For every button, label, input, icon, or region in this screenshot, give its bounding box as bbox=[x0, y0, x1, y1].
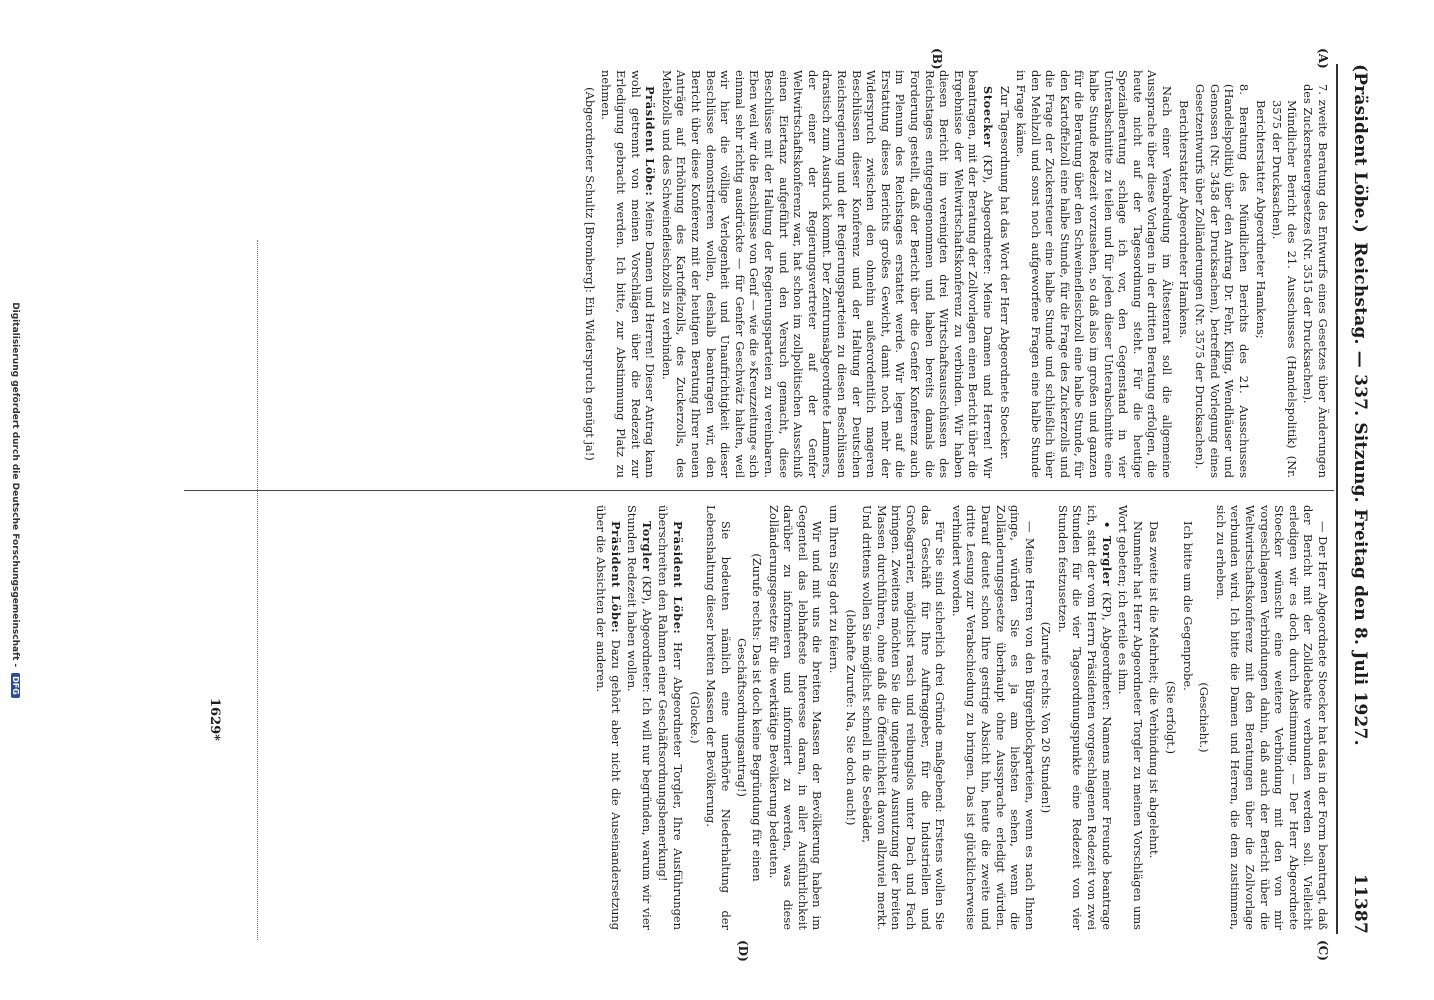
paragraph: Sie bedeuten nämlich eine unerhörte Niederhaltung der Lebenshaltung dieser breiten Massen der Bevölkerung. bbox=[704, 505, 733, 930]
speech-text: (KP), Abgeordneter: Ich will nur begründen, warum wir vier Stunden Redezeit haben wollen. bbox=[625, 505, 654, 931]
column-divider bbox=[184, 490, 1334, 491]
margin-marker-d: (D) bbox=[736, 940, 750, 962]
digitization-note bbox=[10, 0, 20, 1000]
speech-text: Meine Damen und Herren! Dieser Antrag kann wohl getrennt von meinen Vorschlägen über die Redezeit zur Erledigung gebracht werden. Ich bitte, zur Abstimmung Platz zu nehmen. bbox=[599, 70, 658, 478]
page-number: 11387 bbox=[1350, 873, 1370, 934]
speech-text: Herr Abgeordneter Torgler, Ihre Ausführungen überschreiten den Rahmen einer Geschäftsordnungsbemerkung! bbox=[656, 505, 686, 931]
agenda-item-7-rapporteur: Berichterstatter Abgeordneter Hamkens; bbox=[1253, 100, 1268, 339]
margin-marker-c: (C) bbox=[1316, 940, 1330, 961]
speaker-name: Präsident Löbe: bbox=[608, 521, 623, 634]
header-speaker: (Präsident Löbe.) bbox=[1350, 64, 1370, 234]
left-column bbox=[580, 70, 1330, 478]
speech-paragraph bbox=[656, 505, 685, 930]
speech-paragraph bbox=[1055, 505, 1113, 930]
agenda-item-7: 7. zweite Beratung des Entwurfs eines Gesetzes über Änderungen des Zuckersteuergesetzes (Nr. 3515 der Drucksachen). bbox=[1301, 84, 1330, 478]
digitization-text: Digitalisierung gefördert durch die Deutsche Forschungsgemeinschaft - bbox=[10, 302, 20, 668]
paragraph: — Der Herr Abgeordnete Stoecker hat das in der Form beantragt, daß der Bericht mit der Zolldebatte verbunden werden soll. Vielleicht erledigen wir es doch durch Abstimmung. — Der Herr Abgeordnete Stoecker wünscht eine weitere Verbindung mit den von mir vorgeschlagenen Verbindungen dahin, daß auch der Bericht über die Weltwirtschaftskonferenz mit den Beratungen über die Zollvorlage verbunden wird. Ich bitte die Damen und Herren, die dem zustimmen, sich zu erheben. bbox=[1213, 505, 1330, 930]
agenda-item-7-report: Mündlicher Bericht des 21. Ausschusses (Handelspolitik) (Nr. 3575 der Drucksachen). bbox=[1270, 100, 1299, 478]
speech-text: (KP), Abgeordneter: Namens meiner Freunde beantrage ich, statt der vom Herrn Präsidenten vorgeschlagenen Redezeit von zwei Stunden für die vier Tagesordnungspunkte eine Redezeit von vier Stunden festzusetzen. bbox=[1055, 505, 1114, 931]
paragraph: um Ihren Sieg dort zu feiern. bbox=[827, 505, 841, 674]
interjection: (lebhafte Zurufe: Na, Sie doch auch!) bbox=[843, 609, 858, 826]
paragraph: Ich bitte um die Gegenprobe. bbox=[1180, 521, 1195, 691]
margin-marker-b: (B) bbox=[930, 48, 944, 70]
agenda-item-8-rapporteur: Berichterstatter Abgeordneter Hamkens. bbox=[1176, 100, 1191, 339]
speech-text: Dazu gehört aber nicht die Auseinandersetzung über die Absichten der anderen. bbox=[594, 505, 623, 930]
speaker-name: • Torgler bbox=[1099, 521, 1114, 587]
speaker-name: Stoecker bbox=[980, 86, 995, 148]
interjection: (Glocke.) bbox=[687, 691, 702, 744]
margin-marker-a: (A) bbox=[1316, 48, 1330, 69]
paragraph: — Meine Herren von den Bürgerblockparteien, wenn es nach Ihnen ginge, würden Sie es ja am liebsten sehen, wenn die Zolländerungsgesetze überhaupt ohne Aussprache erledigt würden. Darauf deutet schon Ihre gestrige Absicht hin, heute die zweite und dritte Lesung zur Verabschiedung zu bringen. Das ist glücklicherweise verhindert worden. bbox=[949, 505, 1037, 930]
dfg-logo: DFG bbox=[11, 673, 20, 698]
speech-paragraph bbox=[599, 70, 657, 478]
paragraph: Zur Tagesordnung hat das Wort der Herr Abgeordnete Stoecker. bbox=[997, 86, 1012, 460]
interjection: (Sie erfolgt.) bbox=[1164, 680, 1179, 755]
paragraph: Für Sie sind sicherlich drei Gründe maßgebend: Erstens wollen Sie das Geschäft für Ihre Auftraggeber, für die Industriellen und Großagrarier, möglichst rasch und reibungslos unter Dach und Fach bringen. Zweitens möchten Sie die ungeheure Ausnutzung der breiten Massen durchführen, ohne daß die Öffentlichkeit davon allzuviel merkt. Und drittens wollen Sie möglichst schnell in die Seebäder, bbox=[860, 505, 948, 930]
speaker-name: Torgler bbox=[639, 521, 654, 572]
interjection: (Zurufe rechts: Das ist doch keine Begründung für einen Geschäftsordnungsantrag!) bbox=[735, 553, 765, 882]
paragraph: Wir und mit uns die breiten Massen der Bevölkerung haben im Gegenteil das lebhafteste Interesse daran, in aller Ausführlichkeit darüber zu informieren und informiert zu werden, was diese Zolländerungsgesetze für die werktätige Bevölkerung bedeuten. bbox=[766, 505, 825, 930]
paragraph: Nach einer Verabredung im Ältestenrat soll die allgemeine Aussprache über diese Vorlagen in der dritten Beratung erfolgen, die heute nicht auf der Tagesordnung steht. Für die heutige Spezialberatung schlage ich vor, den Gegenstand in vier Unterabschnitte zu teilen und für jeden dieser Unterabschnitte eine halbe Stunde Redezeit vorzusehen, so daß also im großen und ganzen für die Beratung über den Schweinefleischzoll eine halbe Stunde, für den Kartoffelzoll eine halbe Stunde, für die Frage des Zuckerzolls und die Frage der Zuckersteuer eine halbe Stunde und schließlich über den Mehlzoll und sonst noch aufgeworfene Fragen eine halbe Stunde in Frage käme. bbox=[1014, 70, 1175, 478]
interjection: (Geschieht.) bbox=[1197, 682, 1212, 753]
speech-text: (KP), Abgeordneter: Meine Damen und Herren! Wir beantragen, mit der Beratung der Zollvorlagen einen Bericht über die Ergebnisse der Weltwirtschaftskonferenz zu verbinden. Wir haben diesen Bericht im vereinigten drei Wirtschaftsausschüssen des Reichstages entgegengenommen und haben bereits damals die Forderung gestellt, daß der Bericht über die Genfer Konferenz auch im Plenum des Reichstages erstattet werde. Wir legen auf die Erstattung dieses Berichts großes Gewicht, damit noch mehr der Widerspruch zwischen den ohnehin außerordentlich mageren Beschlüssen dieser Konferenz und der Haltung der Deutschen Reichsregierung und der Regierungsparteien zu diesen Beschlüssen drastisch zum Ausdruck kommt. Der Zentrumsabgeordnete Lammers, der einer der Regierungsvertreter auf der Genfer Weltwirtschaftskonferenz war, hat schon im zollpolitischen Ausschuß einen Eiertanz aufgeführt und den Versuch gemacht, diese Beschlüsse mit der Haltung der Regierungsparteien zu vereinbaren. Eben weil wir die Beschlüsse von Genf — wie die »Kreuzzeitung« sich einmal sehr richtig ausdrückte — für Genfer Geschwätz halten, weil wir hier die völlige Verlogenheit und Unaufrichtigkeit dieser Beschlüsse demonstrieren wollen, deshalb beantragen wir, den Bericht über diese Konferenz mit der heutigen Beratung Ihrer neuen Anträge auf Erhöhung des Kartoffelzolls, des Zuckerzolls, des Mehlzolls und des Schweinefleischzolls zu verbinden. bbox=[659, 70, 995, 478]
paragraph: Nunmehr hat Herr Abgeordneter Torgler zu meinen Vorschlägen ums Wort gebeten; ich erteile es ihm. bbox=[1116, 505, 1145, 930]
speaker-name: Präsident Löbe: bbox=[671, 521, 686, 635]
header-rule bbox=[1336, 64, 1338, 934]
page-signature: 1629* bbox=[207, 698, 222, 741]
speech-paragraph bbox=[625, 505, 654, 930]
speech-paragraph bbox=[594, 505, 623, 930]
agenda-item-8: 8. Beratung des Mündlichen Berichts des 21. Ausschusses (Handelspolitik) über den Antrag Dr. Fehr, Kling, Wendhäuser und Genossen (Nr. 3458 der Drucksachen), betreffend Vorlegung eines Gesetzentwurfs über Zolländerungen (Nr. 3575 der Drucksachen). bbox=[1193, 84, 1252, 478]
dotted-separator bbox=[257, 240, 258, 940]
right-column bbox=[592, 505, 1331, 930]
paragraph: Das zweite ist die Mehrheit; die Verbindung ist abgelehnt. bbox=[1147, 521, 1162, 859]
interjection: (Abgeordneter Schultz [Bromberg]: Ein Widerspruch genügt ja!) bbox=[582, 87, 597, 461]
speaker-name: Präsident Löbe: bbox=[643, 86, 658, 197]
header-title: Reichstag. — 337. Sitzung. Freitag den 8. Juli 1927. bbox=[1350, 242, 1370, 746]
interjection: (Zurufe rechts: Von 20 Stunden!) bbox=[1039, 621, 1054, 814]
speech-paragraph bbox=[659, 70, 995, 478]
page-header bbox=[1346, 64, 1376, 934]
